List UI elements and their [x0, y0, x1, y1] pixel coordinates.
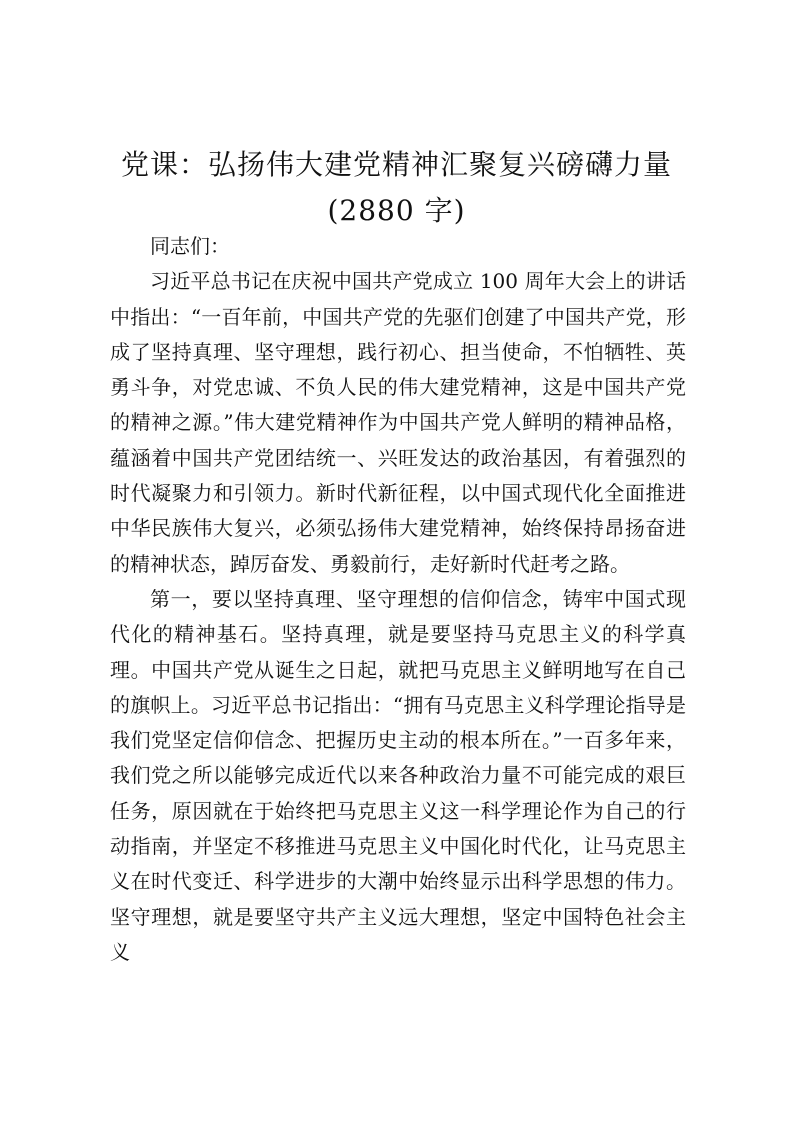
document-title: 党课：弘扬伟大建党精神汇聚复兴磅礴力量	[120, 148, 672, 181]
paragraph-intro: 习近平总书记在庆祝中国共产党成立 100 周年大会上的讲话中指出：“一百年前，中国共产党的先驱们创建了中国共产党，形成了坚持真理、坚守理想，践行初心、担当使命，不怕牺牲、英勇斗争，对党忠诚、不负人民的伟大建党精神，这是中国共产党的精神之源。”伟大建党精神作为中国共产党人鲜明的精神品格，蕴涵着中国共产党团结统一、兴旺发达的政治基因，有着强烈的时代凝聚力和引领力。新时代新征程，以中国式现代化全面推进中华民族伟大复兴，必须弘扬伟大建党精神，始终保持昂扬奋进的精神状态，踔厉奋发、勇毅前行，走好新时代赶考之路。	[110, 269, 686, 576]
document-word-count: (2880 字)	[327, 194, 466, 227]
salutation: 同志们：	[150, 234, 230, 258]
document-body	[110, 229, 686, 970]
paragraph-first-point: 第一，要以坚持真理、坚守理想的信仰信念，铸牢中国式现代化的精神基石。坚持真理，就是要坚持马克思主义的科学真理。中国共产党从诞生之日起，就把马克思主义鲜明地写在自己的旗帜上。习近平总书记指出：“拥有马克思主义科学理论指导是我们党坚定信仰信念、把握历史主动的根本所在。”一百多年来，我们党之所以能够完成近代以来各种政治力量不可能完成的艰巨任务，原因就在于始终把马克思主义这一科学理论作为自己的行动指南，并坚定不移推进马克思主义中国化时代化，让马克思主义在时代变迁、科学进步的大潮中始终显示出科学思想的伟力。坚守理想，就是要坚守共产主义远大理想，坚定中国特色社会主义	[110, 586, 686, 964]
